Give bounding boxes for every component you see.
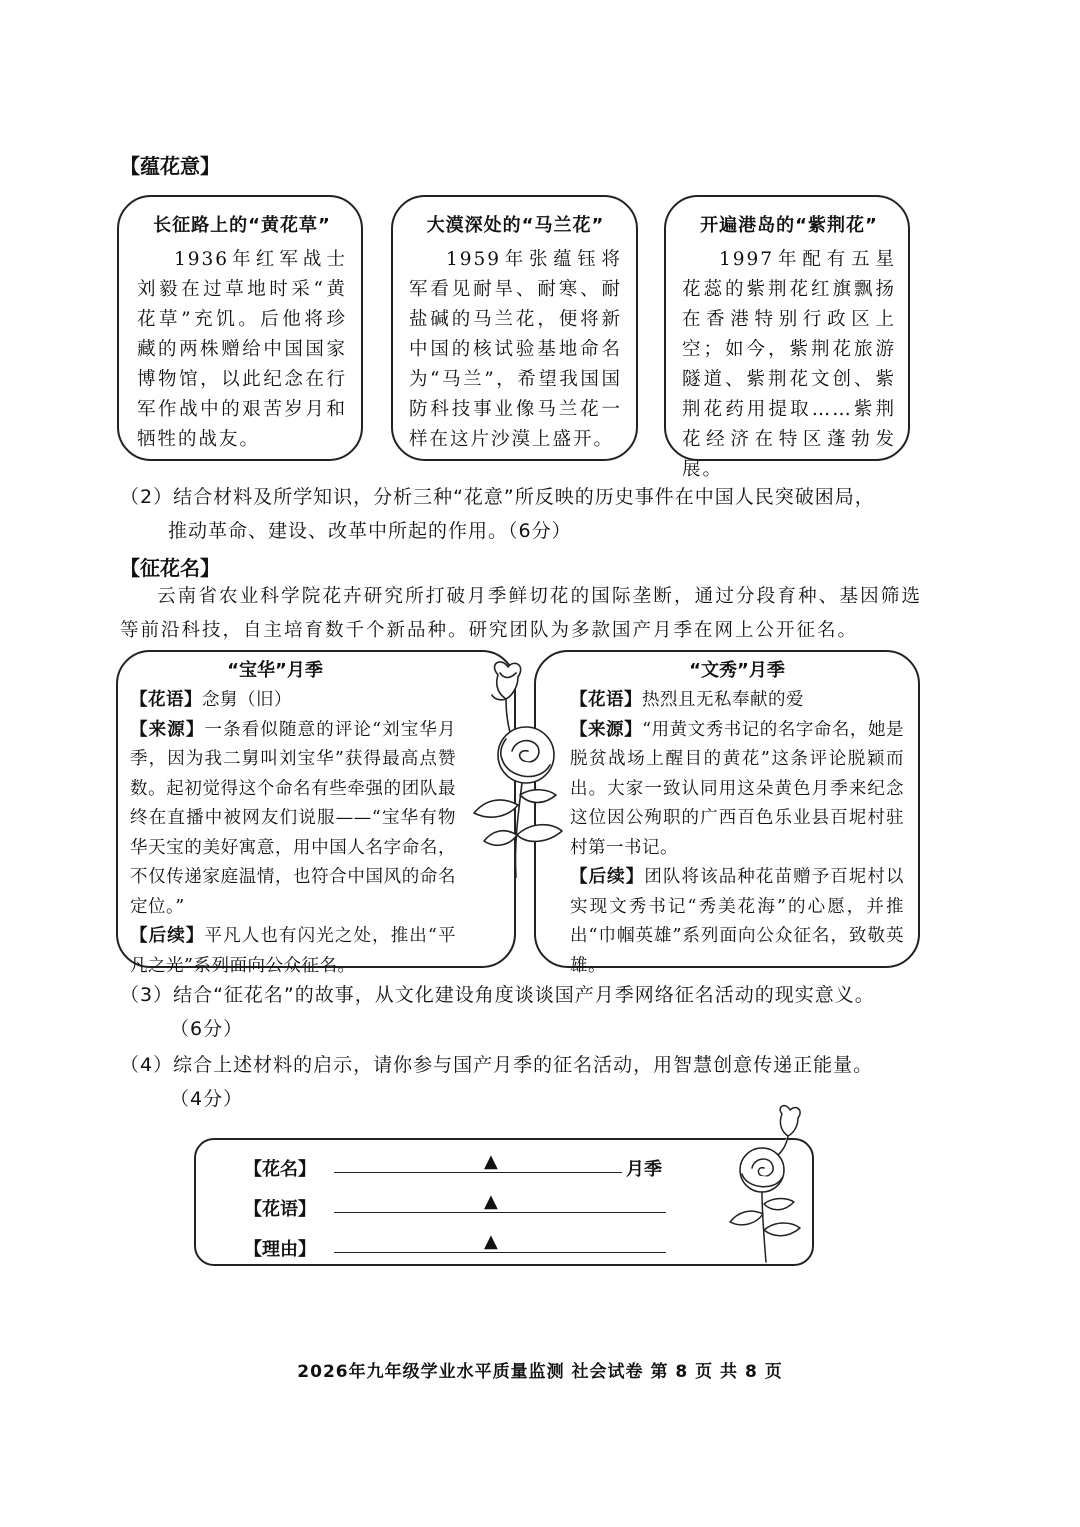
- question-3-line2: （6分）: [170, 1018, 244, 1040]
- label-reason: 【理由】: [244, 1239, 316, 1260]
- card-zijinghua: [664, 195, 910, 480]
- laiyuan-text: 一条看似随意的评论“刘宝华月季，因为我二舅叫刘宝华”获得最高点赞数。起初觉得这个命名有些牵强的团队最终在直播中被网友们说服——“宝华有物华天宝的美好寓意，用中国人名字命名，不仅传递家庭温情，也符合中国风的命名定位。”: [130, 719, 456, 917]
- flower-name-field[interactable]: [334, 1150, 622, 1173]
- label-huayu: 【花语】: [130, 690, 202, 710]
- rose-illustration-icon: [470, 655, 580, 880]
- question-4: [120, 1048, 950, 1116]
- label-laiyuan: 【来源】: [130, 719, 205, 740]
- card-malanhua: [391, 195, 638, 461]
- label-yueji-suffix: 月季: [626, 1159, 662, 1180]
- card-title: 开遍港岛的“紫荆花”: [700, 215, 878, 236]
- rose-card-baohua: [116, 650, 516, 976]
- label-houxu: 【后续】: [130, 926, 205, 946]
- huayu-text: 热烈且无私奉献的爱: [642, 690, 804, 710]
- triangle-marker-icon: ▲: [484, 1231, 498, 1252]
- reason-field[interactable]: [334, 1230, 666, 1253]
- card-body: 1936年红军战士刘毅在过草地时采“黄花草”充饥。后他将珍藏的两株赠给中国国家博物馆，以此纪念在行军作战中的艰苦岁月和牺牲的战友。: [137, 249, 347, 450]
- section-intro: 云南省农业科学院花卉研究所打破月季鲜切花的国际垄断，通过分段育种、基因筛选等前沿科技，自主培育数千个新品种。研究团队为多款国产月季在网上公开征名。: [120, 586, 922, 641]
- label-huayu: 【花语】: [570, 690, 642, 710]
- label-houxu: 【后续】: [570, 867, 645, 887]
- card-body: 1959年张蕴钰将军看见耐旱、耐寒、耐盐碱的马兰花，便将新中国的核试验基地命名为“马兰”，希望我国国防科技事业像马兰花一样在这片沙漠上盛开。: [409, 249, 622, 450]
- houxu-text: 团队将该品种花苗赠予百坭村以实现文秀书记“秀美花海”的心愿，并推出“巾帼英雄”系列面向公众征名，致敬英雄。: [570, 867, 905, 976]
- rose-card-title: “文秀”月季: [689, 660, 785, 681]
- label-laiyuan: 【来源】: [570, 719, 643, 740]
- huayu-text: 念舅（旧）: [202, 690, 292, 710]
- triangle-marker-icon: ▲: [484, 1191, 498, 1212]
- rose-small-illustration-icon: [726, 1104, 816, 1264]
- rose-card-title: “宝华”月季: [227, 660, 323, 681]
- laiyuan-text: “用黄文秀书记的名字命名，她是脱贫战场上醒目的黄花”这条评论脱颖而出。大家一致认同用这朵黄色月季来纪念这位因公殉职的广西百色乐业县百坭村驻村第一书记。: [570, 719, 904, 858]
- question-4-line2: （4分）: [170, 1088, 244, 1110]
- question-3-line1: （3）结合“征花名”的故事，从文化建设角度谈谈国产月季网络征名活动的现实意义。: [120, 984, 875, 1006]
- rose-card-content: [570, 686, 904, 981]
- question-3: [120, 978, 950, 1046]
- section-title-yunhuayi: 【蕴花意】: [120, 154, 220, 178]
- question-2-line2: 推动革命、建设、改革中所起的作用。（6分）: [168, 520, 572, 542]
- label-flower-language: 【花语】: [244, 1199, 316, 1220]
- card-body: 1997年配有五星花蕊的紫荆花红旗飘扬在香港特别行政区上空；如今，紫荆花旅游隧道、紫荆花文创、紫荆花药用提取……紫荆花经济在特区蓬勃发展。: [682, 249, 896, 480]
- rose-card-content: [130, 686, 456, 981]
- triangle-marker-icon: ▲: [484, 1151, 498, 1172]
- page-footer: 2026年九年级学业水平质量监测 社会试卷 第 8 页 共 8 页: [297, 1362, 783, 1382]
- card-huanghuacao: [117, 195, 363, 461]
- question-2: [120, 480, 940, 548]
- question-2-line1: （2）结合材料及所学知识，分析三种“花意”所反映的历史事件在中国人民突破困局，: [120, 486, 875, 508]
- card-title: 大漠深处的“马兰花”: [426, 215, 605, 236]
- rose-card-wenxiu: [534, 650, 920, 976]
- card-title: 长征路上的“黄花草”: [153, 215, 331, 236]
- question-4-line1: （4）综合上述材料的启示，请你参与国产月季的征名活动，用智慧创意传递正能量。: [120, 1054, 874, 1076]
- label-flower-name: 【花名】: [244, 1159, 316, 1180]
- flower-language-field[interactable]: [334, 1190, 666, 1213]
- section-title-zhenghuaming: 【征花名】: [120, 556, 220, 580]
- houxu-text: 平凡人也有闪光之处，推出“平凡之光”系列面向公众征名。: [130, 926, 456, 976]
